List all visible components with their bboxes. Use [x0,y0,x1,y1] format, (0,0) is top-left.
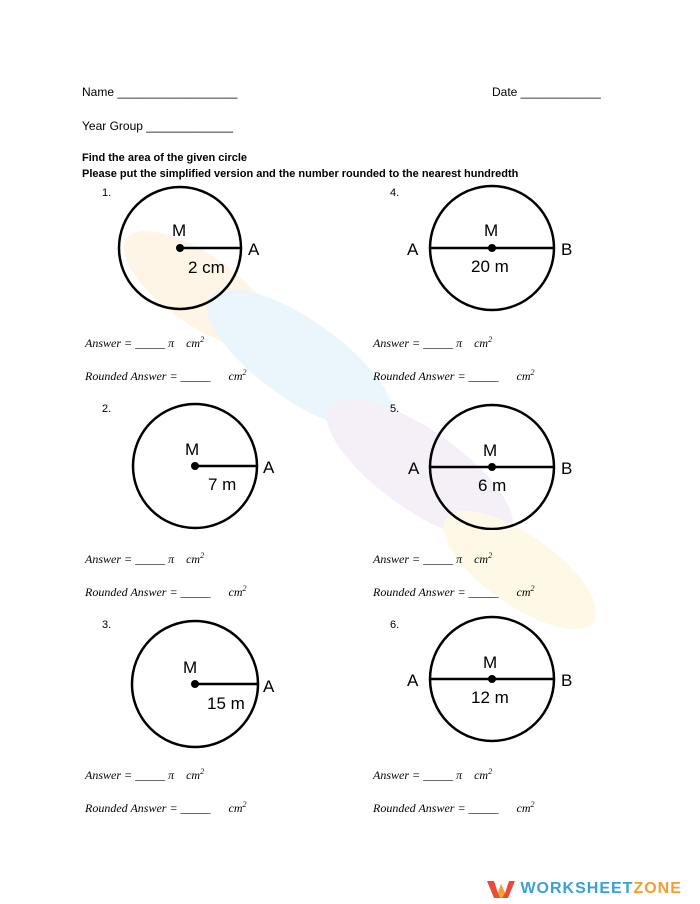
date-field-label: Date ____________ [492,85,601,99]
rounded-answer-line: Rounded Answer = _____ $cm^2$ [85,584,247,599]
diameter-measure: 12 m [471,688,509,707]
circle-diagram-diameter [400,183,590,313]
point-b-label: B [561,459,573,478]
circle-diagram-radius [125,617,285,752]
circle-diagram-radius [125,400,285,530]
center-label: M [185,440,200,459]
answer-line: Answer = _____ π $cm^2$ [85,551,205,566]
center-label: M [183,658,198,677]
point-a-label: A [263,677,275,696]
instruction-line-2: Please put the simplified version and the number rounded to the nearest hundredth [82,168,519,180]
radius-measure: 7 m [208,475,237,494]
circle-diagram-radius [110,185,260,315]
problem-number: 3. [102,619,112,631]
point-a-label: A [248,240,260,259]
year-group-field-label: Year Group _____________ [82,119,234,133]
instruction-line-1: Find the area of the given circle [82,152,248,164]
problem-number: 1. [102,187,112,199]
circle-diagram-diameter [400,400,590,530]
point-a-label: A [263,458,275,477]
logo-wordmark: WORKSHEETZONE [520,880,682,897]
point-b-label: B [561,671,573,690]
rounded-answer-line: Rounded Answer = _____ $cm^2$ [373,368,535,383]
diameter-measure: 6 m [478,476,507,495]
problem-number: 2. [102,403,112,415]
center-label: M [483,441,498,460]
point-a-label: A [407,671,419,690]
point-b-label: B [561,240,573,259]
center-label: M [172,221,187,240]
radius-measure: 2 cm [188,258,225,277]
point-a-label: A [408,459,420,478]
problem-number: 5. [390,403,400,415]
answer-line: Answer = _____ π $cm^2$ [373,335,493,350]
radius-measure: 15 m [207,694,245,713]
answer-line: Answer = _____ π $cm^2$ [373,767,493,782]
center-label: M [483,653,498,672]
problem-number: 4. [390,187,400,199]
w-logo-icon [486,878,516,900]
answer-line: Answer = _____ π $cm^2$ [373,551,493,566]
point-a-label: A [407,240,419,259]
answer-line: Answer = _____ π $cm^2$ [85,767,205,782]
center-label: M [484,221,499,240]
rounded-answer-line: Rounded Answer = _____ $cm^2$ [85,368,247,383]
rounded-answer-line: Rounded Answer = _____ $cm^2$ [373,800,535,815]
rounded-answer-line: Rounded Answer = _____ $cm^2$ [373,584,535,599]
answer-line: Answer = _____ π $cm^2$ [85,335,205,350]
diameter-measure: 20 m [471,257,509,276]
problem-number: 6. [390,619,400,631]
circle-diagram-diameter [400,615,590,745]
rounded-answer-line: Rounded Answer = _____ $cm^2$ [85,800,247,815]
name-field-label: Name __________________ [82,85,238,99]
worksheetzone-logo[interactable] [486,878,682,900]
